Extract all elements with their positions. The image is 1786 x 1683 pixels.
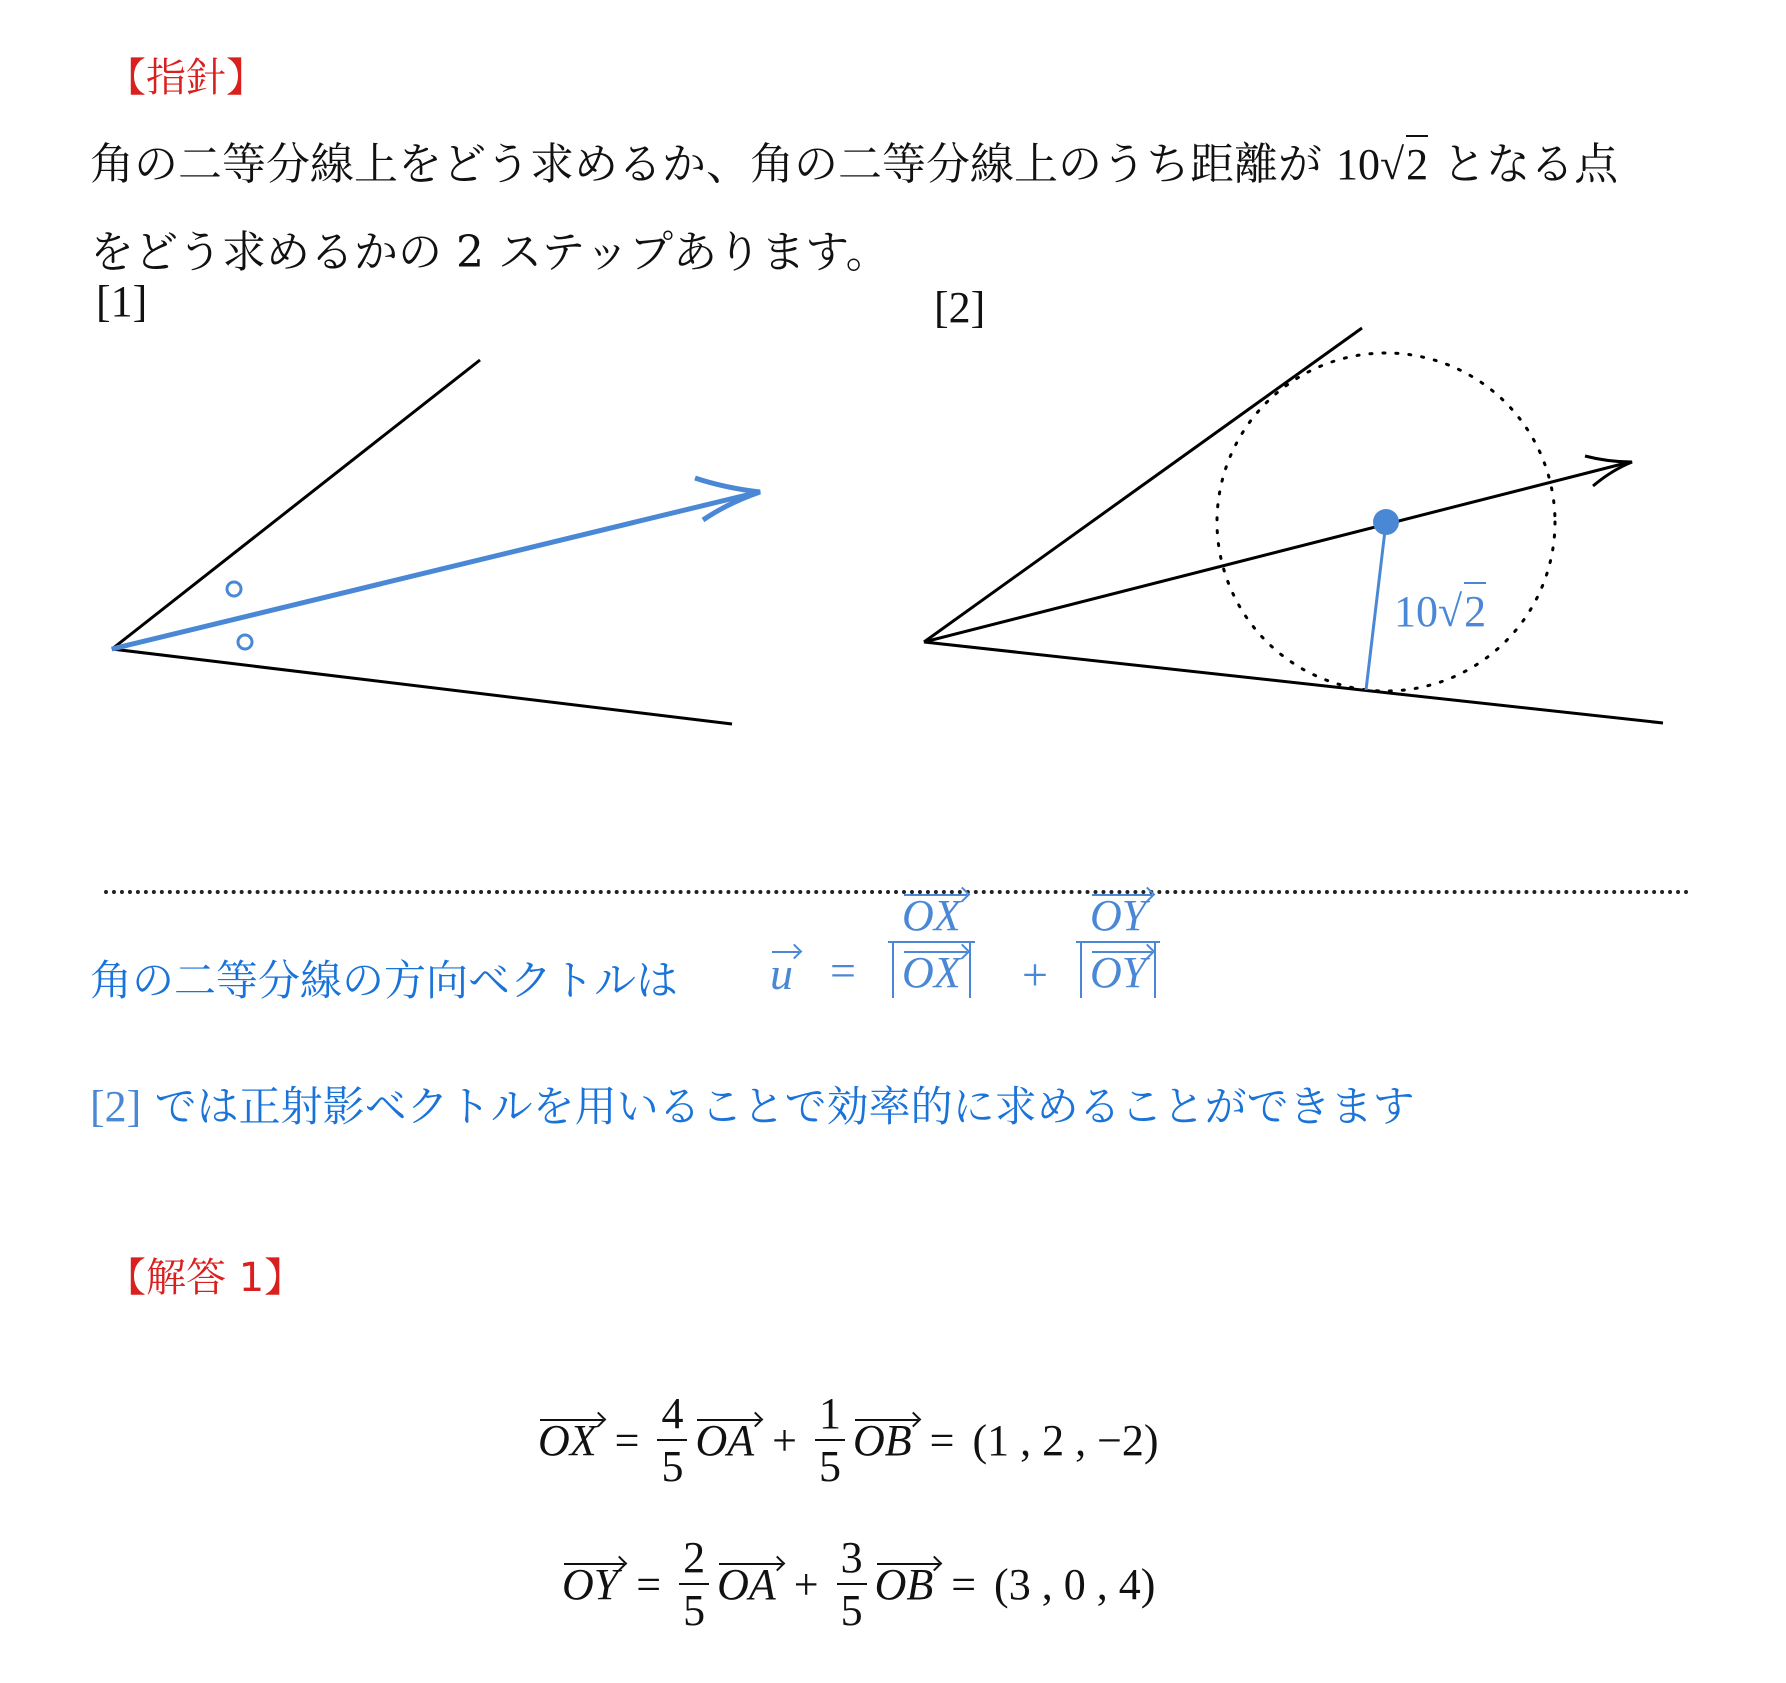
projection-label: [2]: [90, 1082, 142, 1131]
eq2-plus: +: [793, 1559, 819, 1609]
u-vector: [770, 946, 793, 1000]
sqrt-sign: √: [1380, 140, 1405, 189]
eq1-coef-a: [657, 1388, 687, 1492]
paragraph-text-1-end: となる点: [1442, 139, 1619, 190]
angle-ray-upper-2: [924, 328, 1362, 642]
ox-numerator: OX: [902, 891, 961, 940]
projection-text: では正射影ベクトルを用いることで効率的に求めることができます: [154, 1082, 1415, 1131]
eq2-coef-a-num: 2: [683, 1533, 706, 1582]
oy-numerator: OY: [1090, 891, 1147, 940]
equation-oy: [562, 1532, 1155, 1636]
oy-denominator: OY: [1090, 948, 1147, 997]
oy-norm: [1080, 943, 1156, 998]
bisector-line: [924, 462, 1630, 642]
fig2-sqrt-sign: √: [1438, 587, 1463, 636]
eq2-equals: =: [636, 1559, 662, 1609]
eq1-equals-2: =: [929, 1415, 955, 1465]
equation-ox: [538, 1388, 1159, 1492]
eq1-coef-b: [815, 1388, 845, 1492]
eq2-coef-b-num: 3: [840, 1533, 863, 1582]
figure-2-label: [2]: [934, 283, 986, 332]
center-point: [1373, 509, 1399, 535]
figure-2-distance-label: [1394, 582, 1486, 637]
figure-1-label: [1]: [96, 277, 148, 326]
u-symbol: u: [770, 948, 793, 999]
figure-2: [0, 0, 1786, 800]
fig2-distance-number: 10: [1394, 587, 1438, 636]
eq2-vec-ob: OB: [874, 1559, 934, 1609]
eq2-coef-a: [679, 1532, 709, 1636]
eq1-lhs: OX: [538, 1415, 597, 1465]
eq2-vec-oa: OA: [717, 1559, 776, 1609]
paragraph-line-2: をどう求めるかの 2 ステップあります。: [90, 227, 890, 278]
fig2-distance-radicand: 2: [1464, 582, 1486, 637]
eq2-coef-b: [837, 1532, 867, 1636]
eq2-equals-2: =: [951, 1559, 977, 1609]
eq1-vec-ob: OB: [852, 1415, 912, 1465]
fraction-ox: [888, 890, 975, 998]
fraction-oy: [1076, 890, 1160, 998]
eq1-coef-b-den: 5: [815, 1439, 845, 1492]
angle-ray-lower-2: [924, 642, 1663, 723]
heading-hint: 【指針】: [106, 55, 266, 101]
distance-number: 10: [1336, 140, 1380, 189]
eq2-lhs: OY: [562, 1559, 619, 1609]
eq2-coef-b-den: 5: [837, 1583, 867, 1636]
eq1-plus: +: [772, 1415, 797, 1465]
eq1-result: (1 , 2 , −2): [972, 1415, 1159, 1465]
direction-plus: +: [1022, 949, 1048, 1000]
distance-radicand: 2: [1406, 135, 1428, 190]
eq2-coef-a-den: 5: [679, 1583, 709, 1636]
distance-segment: [1366, 522, 1386, 690]
paragraph-text-1: 角の二等分線上をどう求めるか、角の二等分線上のうち距離が: [90, 139, 1322, 190]
eq2-result: (3 , 0 , 4): [994, 1559, 1156, 1609]
ox-denominator: OX: [902, 948, 961, 997]
direction-equals: =: [830, 945, 856, 996]
eq1-equals: =: [614, 1415, 640, 1465]
eq1-coef-b-num: 1: [818, 1389, 841, 1438]
heading-answer: 【解答 1】: [106, 1255, 305, 1301]
eq1-vec-oa: OA: [695, 1415, 755, 1465]
ox-norm: [892, 943, 971, 998]
eq1-coef-a-num: 4: [661, 1389, 684, 1438]
projection-line: [90, 1074, 1415, 1134]
eq1-coef-a-den: 5: [657, 1439, 687, 1492]
direction-vector-text: 角の二等分線の方向ベクトルは: [90, 956, 679, 1005]
